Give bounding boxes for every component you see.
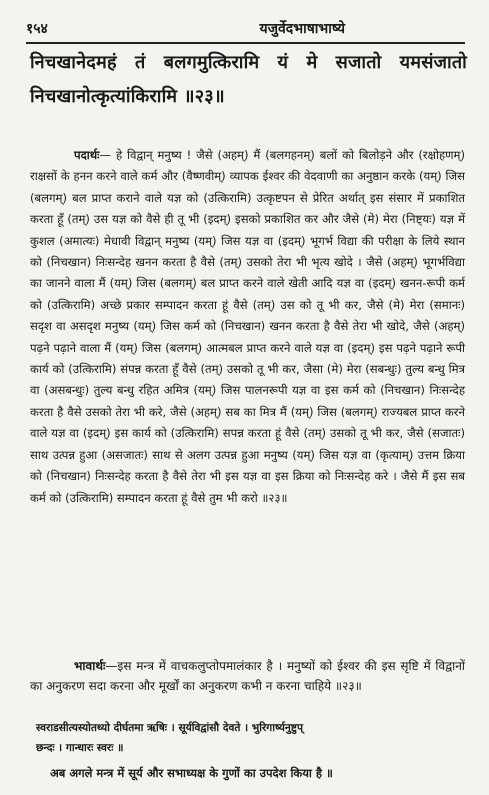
next-mantra-intro: अब अगले मन्त्र में सूर्य और सभाध्यक्ष के गुणों का उपदेश किया है ॥ (50, 766, 333, 780)
page-number: १५४ (26, 21, 48, 37)
mantra-word: मे (306, 52, 318, 73)
meta-line-2: छन्दः । गान्धारः स्वरः ॥ (36, 742, 124, 754)
mantra-word: यं (277, 52, 289, 73)
mantra-line-2: निचखानोत्कृत्यांकिरामि ॥२३॥ (30, 86, 225, 107)
rishi-devata-chhanda (36, 718, 465, 758)
meta-line-1: स्वराडसीत्यस्योतथ्यो दीर्घतमा ऋषिः । सूर्यविद्वांसौ देवते । भुरिगार्ष्यनुष्टुप् (36, 722, 303, 734)
padartha-paragraph (30, 145, 465, 509)
bhavartha-paragraph (30, 656, 465, 696)
mantra-word: यमसंजातो (399, 52, 467, 73)
padartha-text: — हे विद्वान् मनुष्य ! जैसे (अहम्) मैं (बलगहनम्) बलों को बिलोड़ने और (रक्षोहणम्) राक्षसों के हनन करने वाले कर्म और (वैष्णवीम्) व्यापक ईश्वर की वेदवाणी का अनुष्ठान करके (यम्) जिस (बलगम्) बल प्राप्त कराने वाले यज्ञ को (उत्किरामि) उत्कृष्टपन से प्रेरित अर्थात् इस संसार में प्रकाशित करता हूँ (तम्) उस यज्ञ को वैसे ही तू भी (इदम्) इसको प्रकाशित कर और जैसे (मे) मेरा (निष्ट्यः) यज्ञ में कुशल (अमात्यः) मेधावी विद्वान् मनुष्य (यम्) जिस यज्ञ वा (इदम्) भूगर्भ विद्या की परीक्षा के लिये स्थान को (निचखान) निःसन्देह खनन करता है वैसे (तम्) उसको तेरा भी भृत्य खोदे । जैसे (अहम्) भूगर्भविद्या का जानने वाला मैं (यम्) जिस (बलगम्) बल प्राप्त करने वाले खेती आदि यज्ञ वा (इदम्) खनन-रूपी कर्म को (उत्किरामि) अच्छे प्रकार सम्पादन करता हूं वैसे (तम्) उस को तू भी कर, जैसे (मे) मेरा (समानः) सदृश वा असदृश मनुष्य (यम्) जिस कर्म को (निचखान) खनन करता है वैसे तेरा भी खोदे, जैसे (अहम्) पढ़ने पढ़ाने वाला मैं (यम्) जिस (बलगम्) आत्मबल प्राप्त करने वाले यज्ञ वा (इदम्) इस पढ़ने पढ़ाने रूपी कार्य को (उत्किरामि) संपन्न करता हूँ वैसे (तम्) उसको तू भी कर, जैसा (मे) मेरा (सबन्धुः) तुल्य बन्धु मित्र वा (असबन्धुः) तुल्य बन्धु रहित अमित्र (यम्) जिस पालनरूपी यज्ञ वा इस कर्म को (निचखान) निःसन्देह करता है वैसे उसको तेरा भी करे, जैसे (अहम्) सब का मित्र मैं (यम्) जिस (बलगम्) राज्यबल प्राप्त करने वाले यज्ञ वा (इदम्) इस कार्य को (उत्किरामि) सपन्न करता हूं वैसे (तम्) उसको तू भी कर, जैसे (सजातः) साथ उत्पन्न हुआ (असजातः) साथ से अलग उत्पन्न हुआ मनुष्य (यम्) जिस यज्ञ वा (कृत्याम्) उत्तम क्रिया को (निचखान) निःसन्देह करता है वैसे तेरा भी इस यज्ञ वा इस क्रिया को निःसन्देह करे । जैसे मैं इस सब कर्म को (उत्किरामि) सम्पादन करता हूं वैसे तुम भी करो ॥२३॥ (30, 148, 465, 505)
mantra-word: बलगमुत्किरामि (163, 52, 260, 73)
mantra-word: निचखानेदमहं (30, 52, 117, 73)
mantra-line-1 (30, 46, 467, 80)
running-title: यजुर्वेदभाषाभाष्ये (259, 21, 345, 37)
mantra-verse (30, 46, 467, 114)
padartha-label: पदार्थः (74, 148, 100, 162)
bhavartha-label: भावार्थः (74, 659, 106, 673)
mantra-word: सजातो (335, 52, 382, 73)
bhavartha-text: —इस मन्त्र में वाचकलुप्तोपमालंकार है । मनुष्यों को ईश्वर की इस सृष्टि में विद्वानों का अनुकरण सदा करना और मूर्खों का अनुकरण कभी न करना चाहिये ॥२३॥ (30, 659, 465, 693)
page-header (26, 8, 465, 44)
mantra-word: तं (135, 52, 146, 73)
